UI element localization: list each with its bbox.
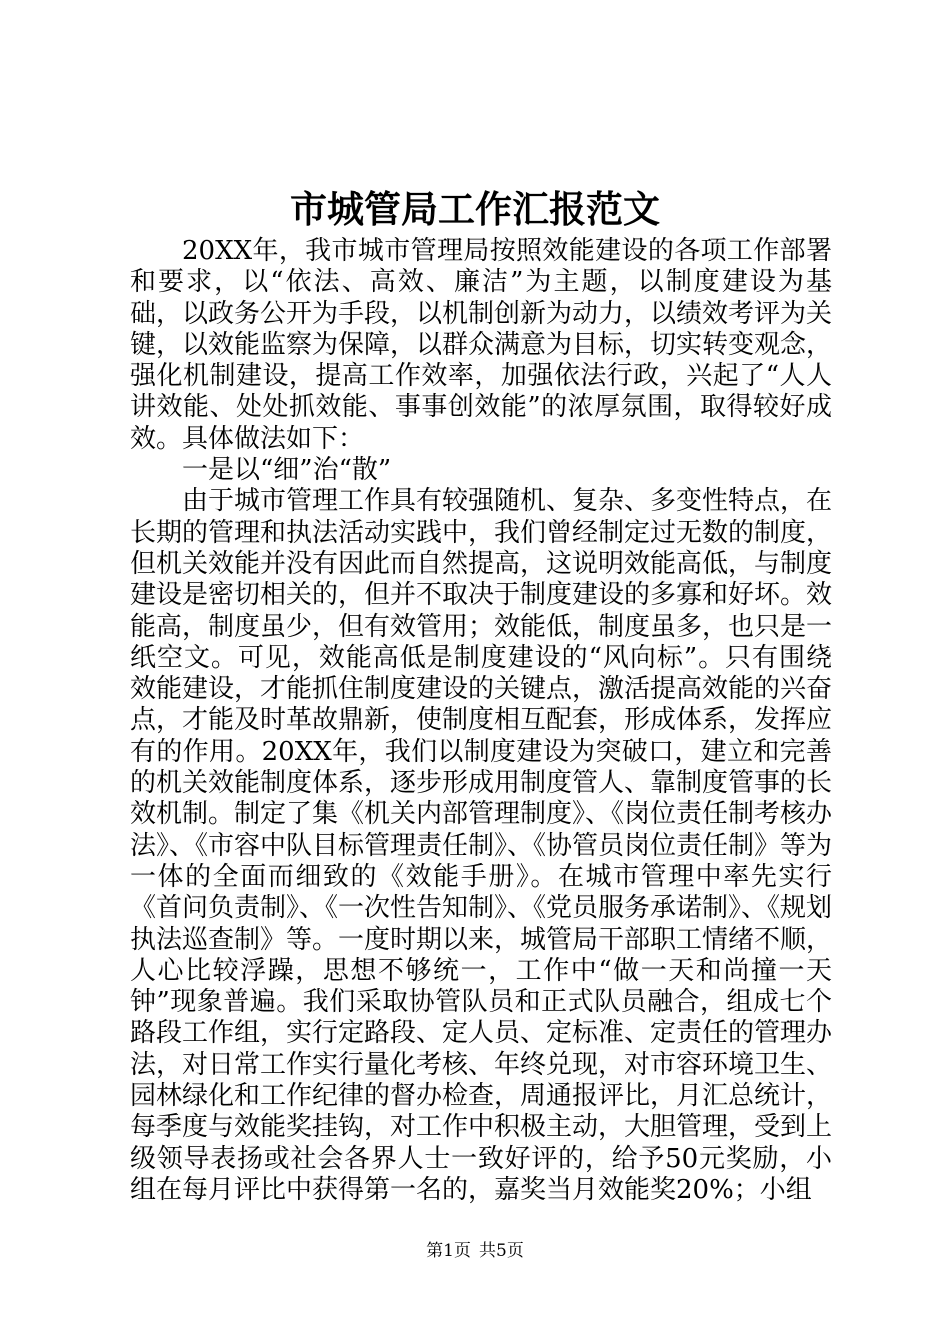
paragraph-section-one: 由于城市管理工作具有较强随机、复杂、多变性特点，在长期的管理和执法活动实践中，我们曾经制定过无数的制度，但机关效能并没有因此而自然提高，这说明效能高低，与制度建设是密切相关的，但并不取决于制度建设的多寡和好坏。效能高，制度虽少，但有效管用；效能低，制度虽多，也只是一纸空文。可见，效能高低是制度建设的“风向标”。只有围绕效能建设，才能抓住制度建设的关键点，激活提高效能的兴奋点，才能及时革故鼎新，使制度相互配套，形成体系，发挥应有的作用。20XX年，我们以制度建设为突破口，建立和完善的机关效能制度体系，逐步形成用制度管人、靠制度管事的长效机制。制定了集《机关内部管理制度》、《岗位责任制考核办法》、《市容中队目标管理责任制》、《协管员岗位责任制》等为一体的全面而细致的《效能手册》。在城市管理中率先实行《首问负责制》、《一次性告知制》、《党员服务承诺制》、《规划执法巡查制》等。一度时期以来，城管局干部职工情绪不顺，人心比较浮躁，思想不够统一，工作中“做一天和尚撞一天钟”现象普遍。我们采取协管队员和正式队员融合，组成七个路段工作组，实行定路段、定人员、定标准、定责任的管理办法，对日常工作实行量化考核、年终兑现，对市容环境卫生、园林绿化和工作纪律的督办检查，周通报评比，月汇总统计，每季度与效能奖挂钩，对工作中积极主动，大胆管理，受到上级领导表扬或社会各界人士一致好评的，给予50元奖励，小组在每月评比中获得第一名的，嘉奖当月效能奖20%；小组 xyxy=(130,486,833,1205)
page-number: 第1页 xyxy=(426,1241,471,1261)
document-body xyxy=(130,236,832,1206)
page-footer xyxy=(0,1240,950,1262)
paragraph-intro: 20XX年，我市城市管理局按照效能建设的各项工作部署和要求，以“依法、高效、廉洁”为主题，以制度建设为基础，以政务公开为手段，以机制创新为动力，以绩效考评为关键，以效能监察为保障，以群众满意为目标，切实转变观念，强化机制建设，提高工作效率，加强依法行政，兴起了“人人讲效能、处处抓效能、事事创效能”的浓厚氛围，取得较好成效。具体做法如下： xyxy=(130,236,833,454)
document-title: 市城管局工作汇报范文 xyxy=(290,187,660,231)
page-total: 共5页 xyxy=(479,1241,524,1261)
section-heading: 一是以“细”治“散” xyxy=(182,455,392,486)
